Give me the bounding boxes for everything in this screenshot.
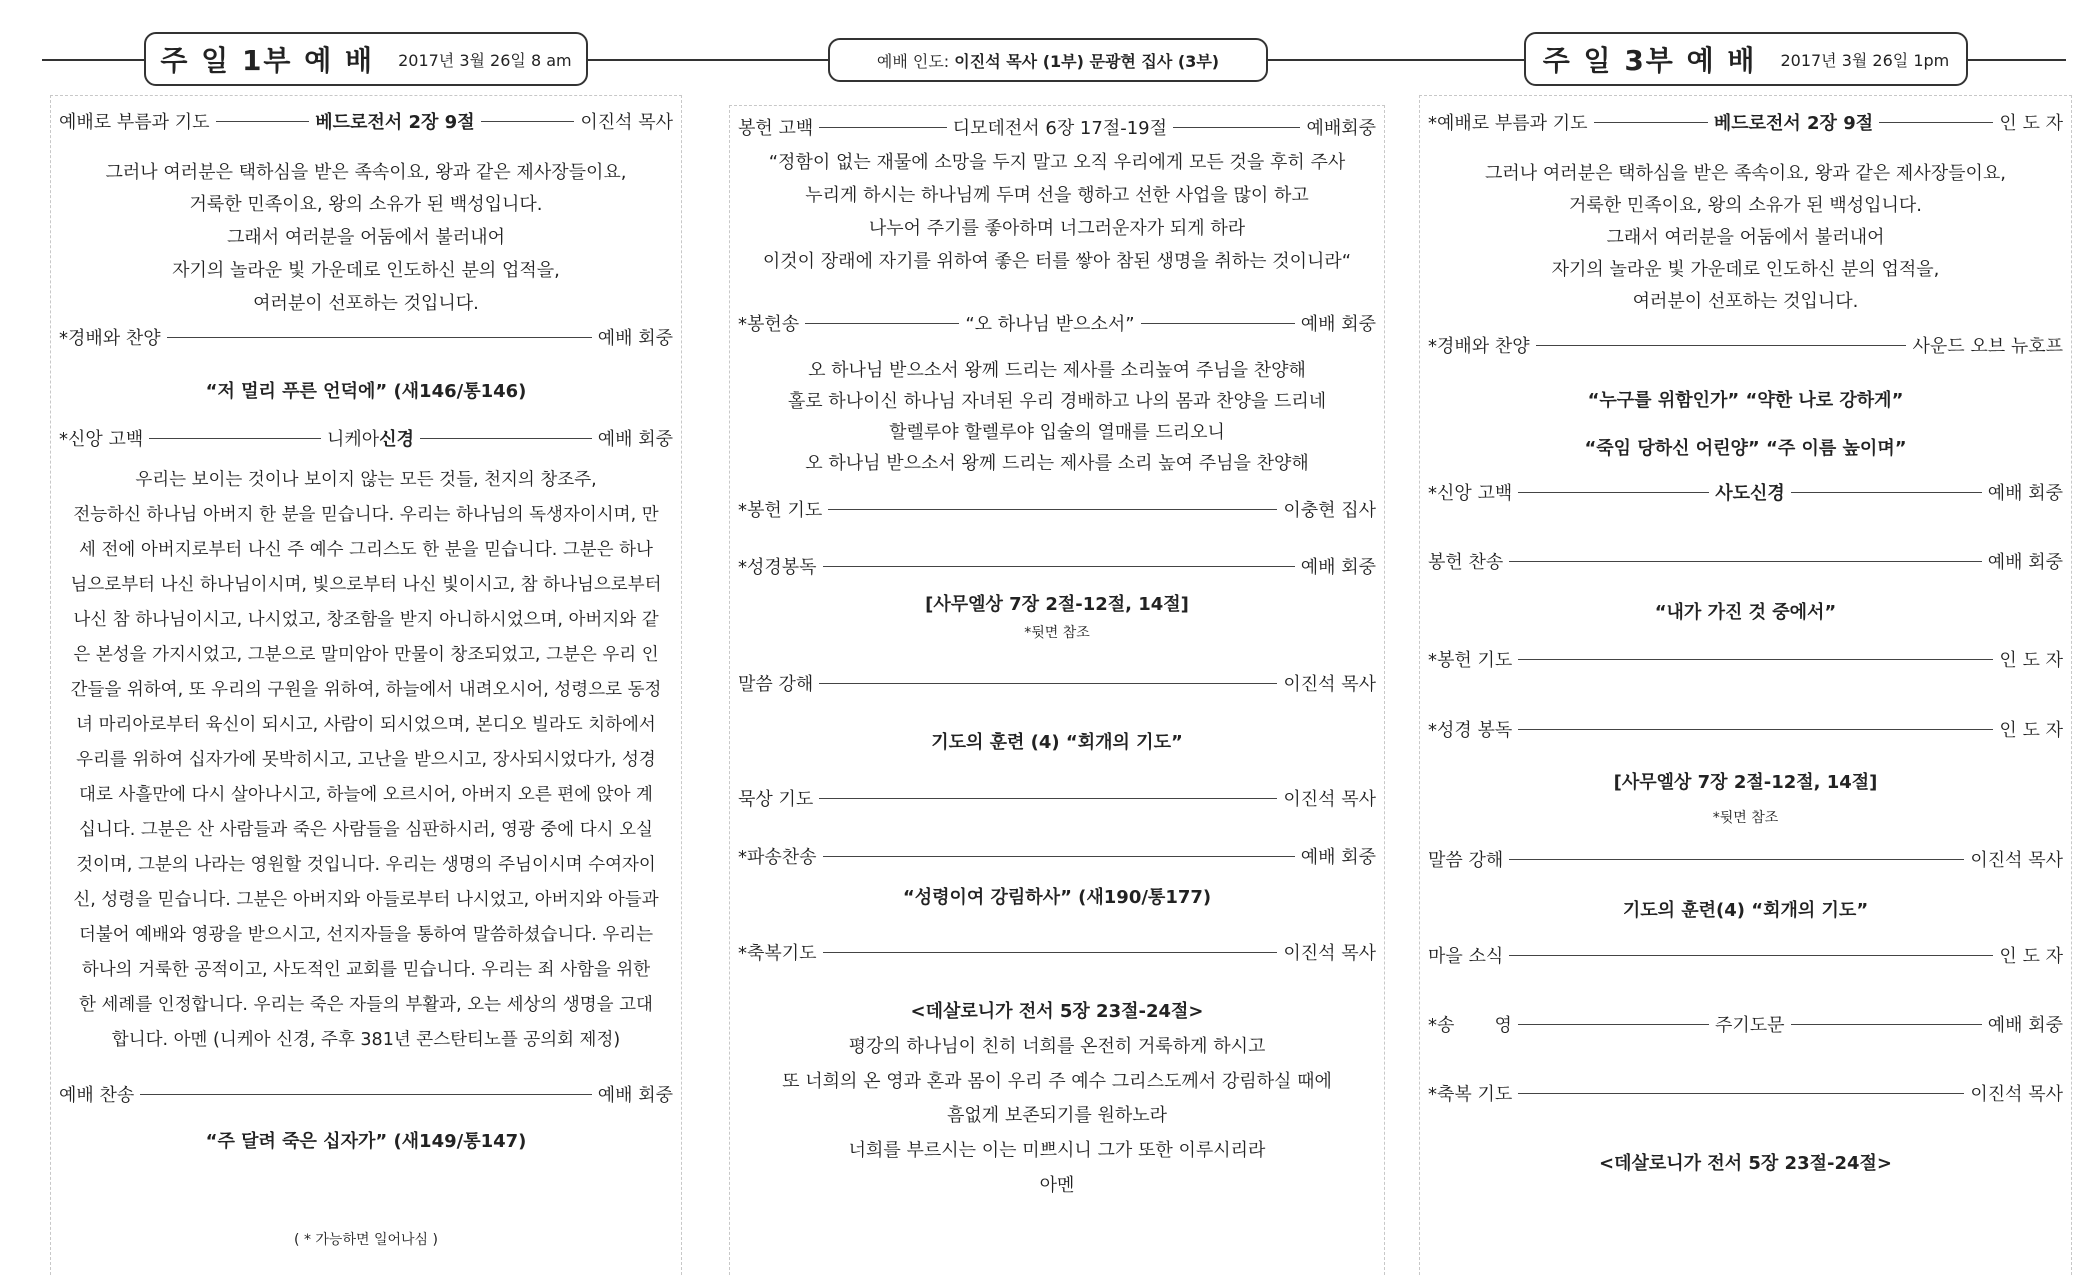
leader-line xyxy=(1173,127,1300,128)
scripture-reference: 베드로전서 2장 9절 xyxy=(315,112,475,133)
leader-line xyxy=(1518,1093,1964,1094)
order-label: *신앙 고백 xyxy=(1428,483,1513,504)
service-1-title-box xyxy=(144,32,588,86)
hymn-title: “저 멀리 푸른 언덕에” (새146/통146) xyxy=(205,381,527,402)
order-leader: 인 도 자 xyxy=(1999,650,2063,671)
benediction-line: 아멘 xyxy=(1039,1175,1075,1196)
order-label: *경배와 찬양 xyxy=(1428,336,1530,357)
leader-line xyxy=(819,683,1277,684)
creed-line: 나신 참 하나님이시고, 나시었고, 창조함을 받지 아니하시었으며, 아버지와 같 xyxy=(73,610,659,630)
order-label: 말씀 강해 xyxy=(738,674,814,695)
creed-line: 전능하신 하나님 아버지 한 분을 믿습니다. 우리는 하나님의 독생자이시며, 만 xyxy=(73,505,659,525)
offering-text-line: 나누어 주기를 좋아하며 너그러운자가 되게 하라 xyxy=(868,218,1246,239)
order-label: *송 영 xyxy=(1428,1015,1512,1036)
order-label: 말씀 강해 xyxy=(1428,850,1504,871)
service-3-order xyxy=(1419,95,2072,1275)
order-leader: 이진석 목사 xyxy=(580,112,673,133)
order-leader: 인 도 자 xyxy=(1999,720,2063,741)
order-row xyxy=(738,496,1376,522)
leader-line xyxy=(1536,345,1907,346)
order-label: *봉헌 기도 xyxy=(1428,650,1513,671)
leader-line xyxy=(1791,492,1982,493)
leader-line xyxy=(823,566,1295,567)
order-row xyxy=(1428,332,2063,358)
service-1-order xyxy=(50,95,682,1275)
service-3-title: 주 일 3부 예 배 xyxy=(1542,44,1757,77)
order-row xyxy=(59,1081,673,1107)
order-label: *봉헌 기도 xyxy=(738,500,823,521)
order-label: *예배로 부름과 기도 xyxy=(1428,113,1588,134)
creed-line: 하나의 거룩한 공적이고, 사도적인 교회를 믿습니다. 우리는 죄 사함을 위한 xyxy=(81,960,651,980)
see-back-note: *뒷면 참조 xyxy=(1712,810,1779,826)
order-row xyxy=(738,785,1376,811)
header-rule-mid-right xyxy=(1268,59,1524,61)
creed-line: 합니다. 아멘 (니케아 신경, 주후 381년 콘스탄티노플 공의회 제정) xyxy=(111,1030,621,1050)
order-leader: 이충현 집사 xyxy=(1283,500,1376,521)
offering-text-line: “정함이 없는 재물에 소망을 두지 말고 오직 우리에게 모든 것을 후히 주사 xyxy=(768,152,1346,173)
order-leader: 인 도 자 xyxy=(1999,113,2063,134)
leader-line xyxy=(1518,729,1993,730)
call-text-line: 그러나 여러분은 택하심을 받은 족속이요, 왕과 같은 제사장들이요, xyxy=(105,162,627,183)
call-text-line: 거룩한 민족이요, 왕의 소유가 된 백성입니다. xyxy=(189,194,543,215)
order-leader: 이진석 목사 xyxy=(1970,1084,2063,1105)
call-text-line: 여러분이 선포하는 것입니다. xyxy=(1632,291,1859,312)
order-label: *신앙 고백 xyxy=(59,429,144,450)
order-label: 마을 소식 xyxy=(1428,946,1504,967)
order-label: *성경봉독 xyxy=(738,557,817,578)
service-3-date: 2017년 3월 26일 1pm xyxy=(1780,50,1950,70)
scripture-reference: 베드로전서 2장 9절 xyxy=(1713,113,1874,134)
order-leader: 예배 회중 xyxy=(597,328,673,349)
hymn-title: “성령이여 강림하사” (새190/통177) xyxy=(902,887,1212,908)
call-text-line: 거룩한 민족이요, 왕의 소유가 된 백성입니다. xyxy=(1568,195,1923,216)
order-leader: 예배 회중 xyxy=(1987,552,2063,573)
leader-line xyxy=(140,1094,591,1095)
order-leader: 이진석 목사 xyxy=(1283,789,1376,810)
leader-line xyxy=(823,856,1295,857)
service-3-title-box xyxy=(1524,32,1968,86)
order-row xyxy=(1428,846,2063,872)
order-leader: 예배 회중 xyxy=(1300,314,1376,335)
creed-line: 은 본성을 가지시었고, 그분으로 말미암아 만물이 창조되었고, 그분은 우리 인 xyxy=(73,645,659,665)
creed-line: 님으로부터 나신 하나님이시며, 빛으로부터 나신 빛이시고, 참 하나님으로부터 xyxy=(70,575,662,595)
benediction-reference: <데살로니가 전서 5장 23절-24절> xyxy=(910,1001,1204,1022)
order-row xyxy=(59,324,673,350)
lords-prayer: 주기도문 xyxy=(1715,1015,1785,1036)
call-text-line: 그래서 여러분을 어둠에서 불러내어 xyxy=(1606,227,1885,248)
creed-line: 우리는 보이는 것이나 보이지 않는 모든 것들, 천지의 창조주, xyxy=(135,470,597,490)
scripture-reading: [사무엘상 7장 2절-12절, 14절] xyxy=(1613,772,1878,793)
order-row xyxy=(1428,548,2063,574)
order-row xyxy=(1428,646,2063,672)
sermon-title: 기도의 훈련(4) “회개의 기도” xyxy=(1622,900,1869,921)
praise-songs: “누구를 위함인가” “약한 나로 강하게” xyxy=(1587,390,1904,411)
order-label: 봉헌 고백 xyxy=(738,118,814,139)
praise-songs: “죽임 당하신 어린양” “주 이름 높이며” xyxy=(1584,438,1907,459)
creed-line: 것이며, 그분의 나라는 영원할 것입니다. 우리는 생명의 주님이시며 수여자이 xyxy=(76,855,656,875)
leader-line xyxy=(1518,1024,1709,1025)
order-leader: 인 도 자 xyxy=(1999,946,2063,967)
order-label: *축복 기도 xyxy=(1428,1084,1513,1105)
header-rule-mid-left xyxy=(588,59,828,61)
song-lyric-line: 오 하나님 받으소서 왕께 드리는 제사를 소리높여 주님을 찬양해 xyxy=(808,360,1306,381)
service-1-title: 주 일 1부 예 배 xyxy=(160,44,375,77)
order-row xyxy=(59,108,673,134)
order-leader: 이진석 목사 xyxy=(1970,850,2063,871)
hymn-title: “주 달려 죽은 십자가” (새149/통147) xyxy=(205,1131,527,1152)
offering-text-line: 이것이 장래에 자기를 위하여 좋은 터를 쌓아 참된 생명을 취하는 것이니라“ xyxy=(762,251,1352,272)
order-leader: 예배 회중 xyxy=(1987,483,2063,504)
leader-line xyxy=(1518,659,1993,660)
creed-line: 십니다. 그분은 산 사람들과 죽은 사람들을 심판하시러, 영광 중에 다시 오실 xyxy=(79,820,653,840)
benediction-reference: <데살로니가 전서 5장 23절-24절> xyxy=(1599,1153,1892,1174)
benediction-line: 평강의 하나님이 친히 너희를 온전히 거룩하게 하시고 xyxy=(848,1036,1266,1057)
benediction-line: 또 너희의 온 영과 혼과 몸이 우리 주 예수 그리스도께서 강림하실 때에 xyxy=(782,1071,1332,1092)
leader-line xyxy=(805,323,959,324)
order-label: *경배와 찬양 xyxy=(59,328,161,349)
see-back-note: *뒷면 참조 xyxy=(1024,625,1090,641)
creed-name: 니케아 xyxy=(327,429,380,450)
order-row xyxy=(1428,716,2063,742)
leader-line xyxy=(819,798,1277,799)
order-label: *축복기도 xyxy=(738,943,817,964)
header-rule-left xyxy=(42,59,144,61)
call-text-line: 자기의 놀라운 빛 가운데로 인도하신 분의 업적을, xyxy=(172,260,560,281)
sermon-title: 기도의 훈련 (4) “회개의 기도” xyxy=(931,732,1183,753)
order-label: 봉헌 찬송 xyxy=(1428,552,1504,573)
order-leader: 예배 회중 xyxy=(1300,847,1376,868)
leader-line xyxy=(1509,561,1981,562)
creed-line: 간들을 위하여, 또 우리의 구원을 위하여, 하늘에서 내려오시어, 성령으로 동정 xyxy=(70,680,662,700)
call-text-line: 자기의 놀라운 빛 가운데로 인도하신 분의 업적을, xyxy=(1551,259,1940,280)
order-row xyxy=(1428,109,2063,135)
order-label: *파송찬송 xyxy=(738,847,817,868)
order-row xyxy=(738,553,1376,579)
leader-line xyxy=(823,952,1278,953)
header-rule-right xyxy=(1968,59,2066,61)
leader-line xyxy=(149,438,321,439)
leader-line xyxy=(216,121,310,122)
creed-line: 신, 성령을 믿습니다. 그분은 아버지와 아들로부터 나시었고, 아버지와 아들과 xyxy=(73,890,659,910)
order-leader: 예배 회중 xyxy=(597,429,674,450)
offering-and-sermon xyxy=(729,105,1385,1275)
worship-leader-box xyxy=(828,38,1268,82)
creed-line: 우리를 위하여 십자가에 못박히시고, 고난을 받으시고, 장사되시었다가, 성경 xyxy=(76,750,656,770)
order-label: *봉헌송 xyxy=(738,314,800,335)
leader-line xyxy=(819,127,946,128)
leader-line xyxy=(1141,323,1295,324)
song-lyric-line: 홀로 하나이신 하나님 자녀된 우리 경배하고 나의 몸과 찬양을 드리네 xyxy=(787,391,1327,412)
song-lyric-line: 할렐루야 할렐루야 입술의 열매를 드리오니 xyxy=(889,422,1225,443)
benediction-line: 너희를 부르시는 이는 미쁘시니 그가 또한 이루시리라 xyxy=(848,1140,1266,1161)
creed-line: 더불어 예배와 영광을 받으시고, 선지자들을 통하여 말씀하셨습니다. 우리는 xyxy=(78,925,654,945)
creed-name-bold: 신경 xyxy=(379,429,414,450)
creed-line: 한 세례를 인정합니다. 우리는 죽은 자들의 부활과, 오는 세상의 생명을 고대 xyxy=(79,995,653,1015)
leader-line xyxy=(1518,492,1709,493)
creed-line: 녀 마리아로부터 육신이 되시고, 사람이 되시었으며, 본디오 빌라도 치하에서 xyxy=(76,715,656,735)
call-text-line: 여러분이 선포하는 것입니다. xyxy=(253,293,479,314)
order-leader: 예배 회중 xyxy=(1300,557,1376,578)
order-leader: 예배 회중 xyxy=(1987,1015,2064,1036)
benediction-line: 흠없게 보존되기를 원하노라 xyxy=(946,1105,1168,1126)
creed-line: 대로 사흘만에 다시 살아나시고, 하늘에 오르시어, 아버지 오른 편에 앉아 계 xyxy=(79,785,653,805)
order-row xyxy=(738,670,1376,696)
leader-line xyxy=(1509,955,1993,956)
order-label: 예배로 부름과 기도 xyxy=(59,112,210,133)
order-label: 묵상 기도 xyxy=(738,789,814,810)
order-row xyxy=(738,843,1376,869)
order-row xyxy=(738,939,1376,965)
creed-name: 사도신경 xyxy=(1715,483,1785,504)
leader-line xyxy=(1879,122,1993,123)
order-leader: 이진석 목사 xyxy=(1283,674,1376,695)
order-label: 예배 찬송 xyxy=(59,1085,135,1106)
order-row xyxy=(1428,1011,2063,1037)
leader-names: 이진석 목사 (1부) 문광현 집사 (3부) xyxy=(954,51,1220,71)
scripture-reference: 디모데전서 6장 17절-19절 xyxy=(952,118,1168,139)
leader-line xyxy=(481,121,575,122)
offering-song: “내가 가진 것 중에서” xyxy=(1654,602,1837,623)
song-lyric-line: 오 하나님 받으소서 왕께 드리는 제사를 소리 높여 주님을 찬양해 xyxy=(805,453,1309,474)
order-leader: 예배 회중 xyxy=(597,1085,673,1106)
leader-prefix: 예배 인도: xyxy=(876,51,950,71)
call-text-line: 그래서 여러분을 어둠에서 불러내어 xyxy=(227,227,505,248)
leader-line xyxy=(420,438,592,439)
order-leader: 예배회중 xyxy=(1306,118,1376,139)
song-title: “오 하나님 받으소서” xyxy=(965,314,1135,335)
creed-line: 세 전에 아버지로부터 나신 주 예수 그리스도 한 분을 믿습니다. 그분은 하나 xyxy=(79,540,653,560)
scripture-reading: [사무엘상 7장 2절-12절, 14절] xyxy=(925,594,1189,615)
leader-line xyxy=(167,337,592,338)
order-row xyxy=(1428,1080,2063,1106)
offering-text-line: 누리게 하시는 하나님께 두며 선을 행하고 선한 사업을 많이 하고 xyxy=(805,185,1309,206)
leader-line xyxy=(1594,122,1708,123)
order-leader: 사운드 오브 뉴호프 xyxy=(1912,336,2063,357)
order-label: *성경 봉독 xyxy=(1428,720,1513,741)
order-row xyxy=(59,425,673,451)
leader-line xyxy=(828,509,1277,510)
leader-line xyxy=(1791,1024,1982,1025)
call-text-line: 그러나 여러분은 택하심을 받은 족속이요, 왕과 같은 제사장들이요, xyxy=(1485,163,2006,184)
order-row xyxy=(1428,942,2063,968)
order-row xyxy=(738,114,1376,140)
order-row xyxy=(738,310,1376,336)
service-1-date: 2017년 3월 26일 8 am xyxy=(398,50,572,70)
leader-line xyxy=(1509,859,1964,860)
order-leader: 이진석 목사 xyxy=(1283,943,1376,964)
order-row xyxy=(1428,479,2063,505)
standing-note: ( * 가능하면 일어나심 ) xyxy=(294,1232,438,1248)
